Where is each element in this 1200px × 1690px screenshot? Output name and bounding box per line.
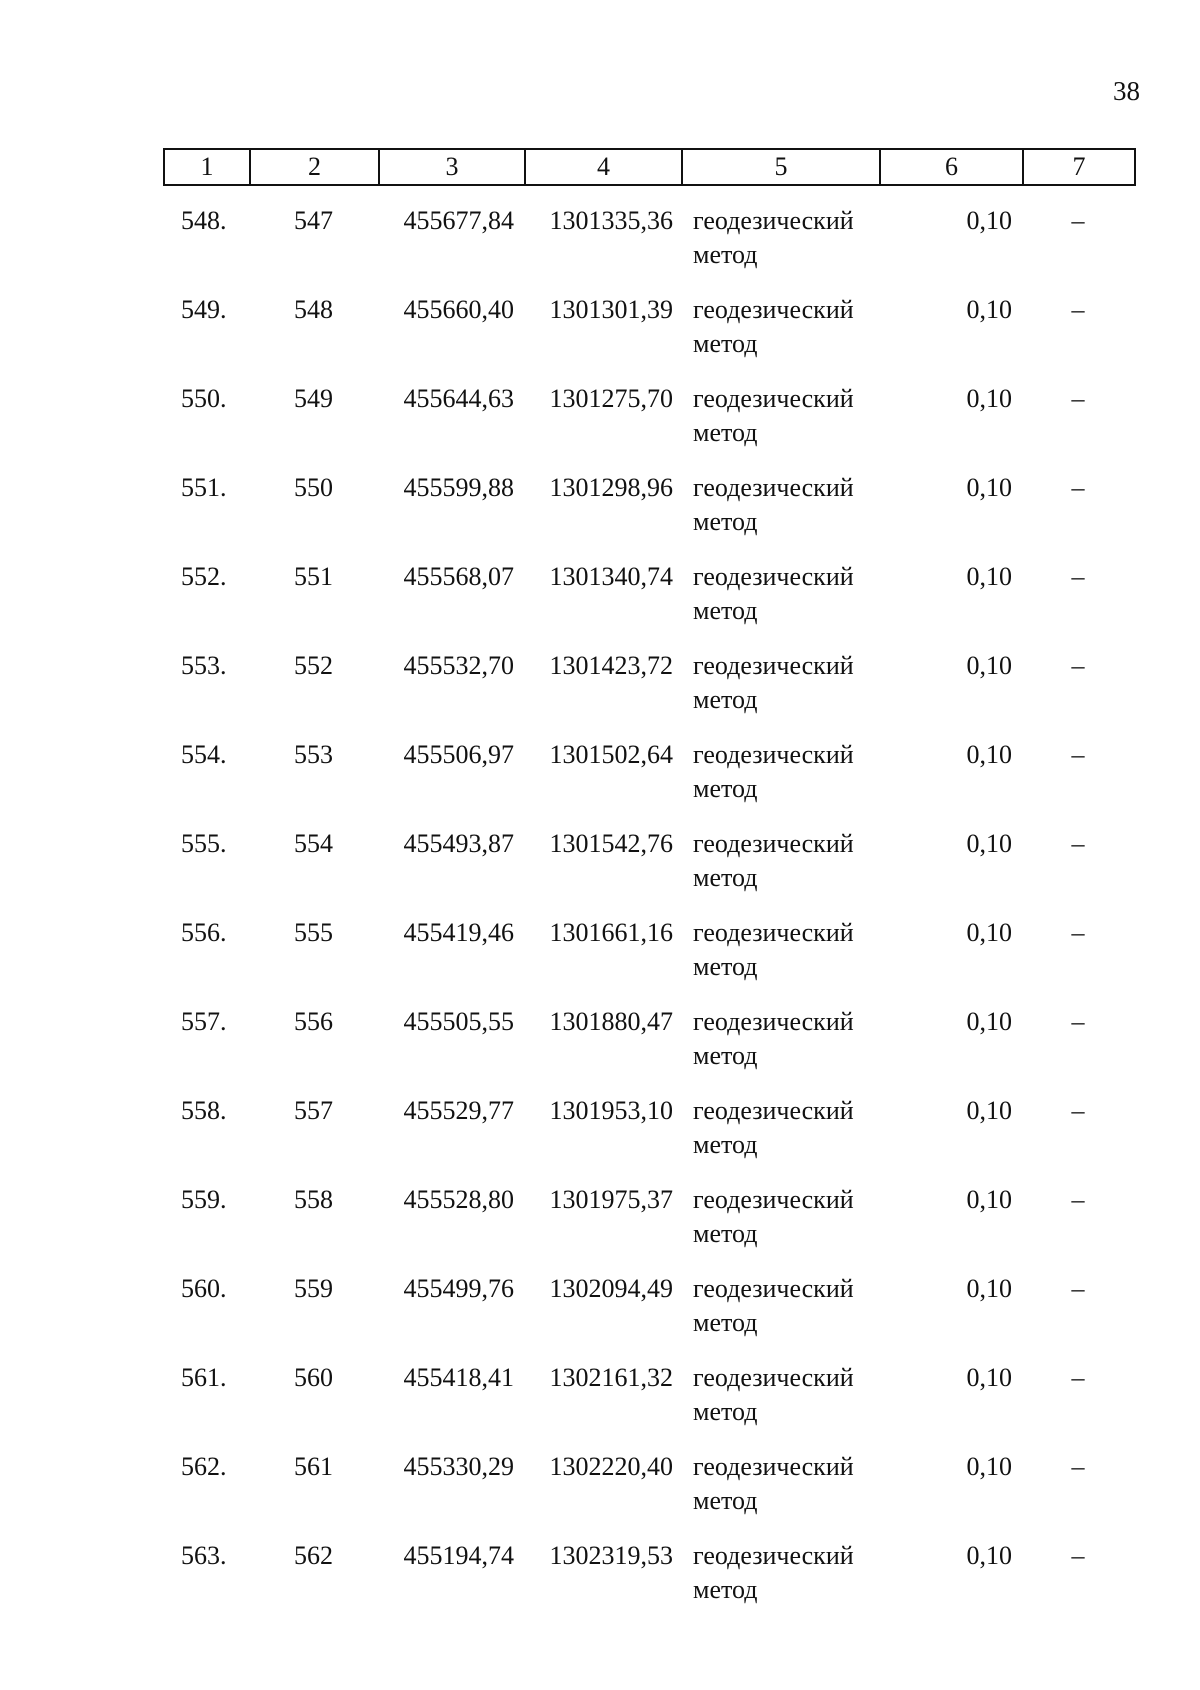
point-number-cell: 550 [294,473,333,502]
row-number-cell: 556. [181,918,227,947]
point-number-cell: 561 [294,1452,333,1481]
method-line-1: геодезический [693,1452,854,1481]
point-number-cell: 558 [294,1185,333,1214]
method-line-1: геодезический [693,1274,854,1303]
method-cell [681,813,879,902]
row-number-cell: 550. [181,384,227,413]
point-number-cell: 547 [294,206,333,235]
column-header-1: 1 [164,149,250,185]
method-cell [681,902,879,991]
table-row [163,1258,1134,1347]
note-cell: – [1071,1363,1085,1392]
y-coordinate-cell: 1301661,16 [549,918,673,947]
row-number-cell: 554. [181,740,227,769]
method-line-1: геодезический [693,1541,854,1570]
method-cell [681,635,879,724]
point-number-cell: 552 [294,651,333,680]
table-row [163,724,1134,813]
table-row [163,457,1134,546]
column-header-4: 4 [525,149,682,185]
accuracy-cell: 0,10 [966,918,1012,947]
method-cell [681,1169,879,1258]
note-cell: – [1071,295,1085,324]
method-cell [681,279,879,368]
accuracy-cell: 0,10 [966,295,1012,324]
x-coordinate-cell: 455532,70 [403,651,514,680]
method-cell [681,546,879,635]
note-cell: – [1071,740,1085,769]
table-row [163,1080,1134,1169]
y-coordinate-cell: 1302161,32 [549,1363,673,1392]
method-cell [681,1347,879,1436]
note-cell: – [1071,1452,1085,1481]
row-number-cell: 548. [181,206,227,235]
table-row [163,190,1134,279]
method-line-1: геодезический [693,1096,854,1125]
method-cell [681,991,879,1080]
y-coordinate-cell: 1302220,40 [549,1452,673,1481]
y-coordinate-cell: 1302319,53 [549,1541,673,1570]
method-line-1: геодезический [693,1363,854,1392]
method-line-2: метод [693,1219,758,1248]
point-number-cell: 556 [294,1007,333,1036]
y-coordinate-cell: 1301502,64 [549,740,673,769]
method-line-2: метод [693,1041,758,1070]
row-number-cell: 551. [181,473,227,502]
y-coordinate-cell: 1302094,49 [549,1274,673,1303]
x-coordinate-cell: 455499,76 [403,1274,514,1303]
method-line-2: метод [693,685,758,714]
x-coordinate-cell: 455528,80 [403,1185,514,1214]
table-header [163,148,1136,186]
method-line-1: геодезический [693,829,854,858]
table-row [163,991,1134,1080]
accuracy-cell: 0,10 [966,1541,1012,1570]
row-number-cell: 555. [181,829,227,858]
accuracy-cell: 0,10 [966,740,1012,769]
point-number-cell: 557 [294,1096,333,1125]
y-coordinate-cell: 1301953,10 [549,1096,673,1125]
method-line-1: геодезический [693,740,854,769]
note-cell: – [1071,1096,1085,1125]
row-number-cell: 562. [181,1452,227,1481]
table-row [163,635,1134,724]
accuracy-cell: 0,10 [966,1452,1012,1481]
x-coordinate-cell: 455660,40 [403,295,514,324]
accuracy-cell: 0,10 [966,1007,1012,1036]
accuracy-cell: 0,10 [966,1185,1012,1214]
method-line-1: геодезический [693,295,854,324]
accuracy-cell: 0,10 [966,651,1012,680]
row-number-cell: 559. [181,1185,227,1214]
note-cell: – [1071,1007,1085,1036]
point-number-cell: 554 [294,829,333,858]
table-row [163,546,1134,635]
x-coordinate-cell: 455599,88 [403,473,514,502]
accuracy-cell: 0,10 [966,829,1012,858]
method-line-1: геодезический [693,206,854,235]
x-coordinate-cell: 455194,74 [403,1541,514,1570]
table-body [163,190,1134,1614]
row-number-cell: 552. [181,562,227,591]
accuracy-cell: 0,10 [966,206,1012,235]
method-line-1: геодезический [693,651,854,680]
column-header-3: 3 [379,149,525,185]
point-number-cell: 551 [294,562,333,591]
note-cell: – [1071,918,1085,947]
row-number-cell: 563. [181,1541,227,1570]
table-row [163,1169,1134,1258]
x-coordinate-cell: 455330,29 [403,1452,514,1481]
note-cell: – [1071,384,1085,413]
point-number-cell: 549 [294,384,333,413]
table-row [163,902,1134,991]
column-header-2: 2 [250,149,379,185]
accuracy-cell: 0,10 [966,473,1012,502]
coordinates-table [163,190,1134,1614]
column-header-6: 6 [880,149,1023,185]
y-coordinate-cell: 1301880,47 [549,1007,673,1036]
note-cell: – [1071,651,1085,680]
method-line-1: геодезический [693,473,854,502]
table-row [163,279,1134,368]
x-coordinate-cell: 455529,77 [403,1096,514,1125]
y-coordinate-cell: 1301301,39 [549,295,673,324]
table-row [163,1347,1134,1436]
point-number-cell: 560 [294,1363,333,1392]
accuracy-cell: 0,10 [966,384,1012,413]
method-line-2: метод [693,240,758,269]
x-coordinate-cell: 455644,63 [403,384,514,413]
row-number-cell: 561. [181,1363,227,1392]
table-row [163,1436,1134,1525]
method-cell [681,190,879,279]
accuracy-cell: 0,10 [966,562,1012,591]
x-coordinate-cell: 455506,97 [403,740,514,769]
x-coordinate-cell: 455505,55 [403,1007,514,1036]
page-number: 38 [1113,76,1140,106]
accuracy-cell: 0,10 [966,1096,1012,1125]
column-header-7: 7 [1023,149,1135,185]
method-cell [681,724,879,813]
point-number-cell: 548 [294,295,333,324]
method-line-2: метод [693,774,758,803]
table-row [163,368,1134,457]
note-cell: – [1071,1274,1085,1303]
note-cell: – [1071,473,1085,502]
y-coordinate-cell: 1301340,74 [549,562,673,591]
y-coordinate-cell: 1301298,96 [549,473,673,502]
point-number-cell: 555 [294,918,333,947]
note-cell: – [1071,1185,1085,1214]
row-number-cell: 549. [181,295,227,324]
method-line-2: метод [693,1397,758,1426]
method-line-1: геодезический [693,918,854,947]
method-line-1: геодезический [693,1185,854,1214]
x-coordinate-cell: 455568,07 [403,562,514,591]
row-number-cell: 560. [181,1274,227,1303]
row-number-cell: 553. [181,651,227,680]
method-cell [681,1525,879,1614]
y-coordinate-cell: 1301335,36 [549,206,673,235]
method-line-2: метод [693,1486,758,1515]
point-number-cell: 553 [294,740,333,769]
accuracy-cell: 0,10 [966,1363,1012,1392]
y-coordinate-cell: 1301542,76 [549,829,673,858]
y-coordinate-cell: 1301275,70 [549,384,673,413]
method-line-2: метод [693,329,758,358]
method-line-2: метод [693,863,758,892]
y-coordinate-cell: 1301975,37 [549,1185,673,1214]
point-number-cell: 562 [294,1541,333,1570]
method-line-2: метод [693,418,758,447]
method-line-2: метод [693,1575,758,1604]
method-line-2: метод [693,596,758,625]
method-cell [681,1080,879,1169]
y-coordinate-cell: 1301423,72 [549,651,673,680]
x-coordinate-cell: 455677,84 [403,206,514,235]
method-line-2: метод [693,507,758,536]
method-cell [681,1436,879,1525]
point-number-cell: 559 [294,1274,333,1303]
method-cell [681,368,879,457]
x-coordinate-cell: 455418,41 [403,1363,514,1392]
accuracy-cell: 0,10 [966,1274,1012,1303]
method-cell [681,457,879,546]
header-row [164,149,1135,185]
note-cell: – [1071,1541,1085,1570]
method-line-1: геодезический [693,562,854,591]
x-coordinate-cell: 455493,87 [403,829,514,858]
column-header-5: 5 [682,149,880,185]
table-row [163,813,1134,902]
note-cell: – [1071,829,1085,858]
method-line-1: геодезический [693,1007,854,1036]
method-line-1: геодезический [693,384,854,413]
method-cell [681,1258,879,1347]
x-coordinate-cell: 455419,46 [403,918,514,947]
table-row [163,1525,1134,1614]
note-cell: – [1071,206,1085,235]
row-number-cell: 558. [181,1096,227,1125]
row-number-cell: 557. [181,1007,227,1036]
method-line-2: метод [693,952,758,981]
note-cell: – [1071,562,1085,591]
method-line-2: метод [693,1130,758,1159]
method-line-2: метод [693,1308,758,1337]
